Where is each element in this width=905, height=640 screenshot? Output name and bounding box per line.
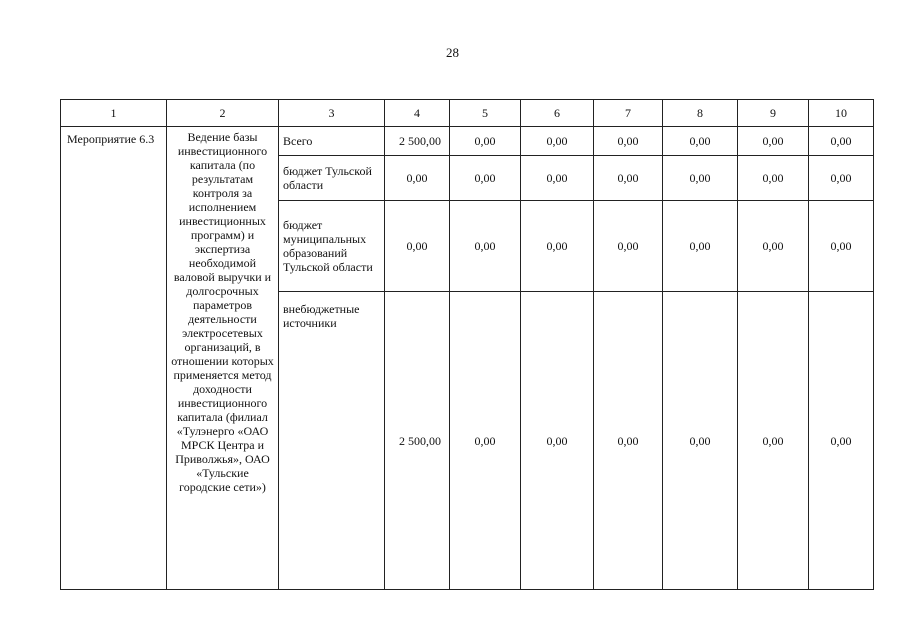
value-cell: 0,00 [594,201,663,292]
value-cell: 0,00 [521,127,594,156]
value-cell: 0,00 [809,292,874,590]
value-cell: 0,00 [663,156,738,201]
value-cell: 2 500,00 [385,127,450,156]
source-cell: Всего [279,127,385,156]
value-cell: 0,00 [663,292,738,590]
header-cell: 3 [279,100,385,127]
page-number: 28 [446,45,459,60]
activity-cell: Мероприятие 6.3 [61,127,167,590]
header-cell: 4 [385,100,450,127]
value-cell: 0,00 [738,127,809,156]
header-cell: 10 [809,100,874,127]
header-cell: 5 [450,100,521,127]
header-cell: 9 [738,100,809,127]
value-cell: 0,00 [521,201,594,292]
header-cell: 6 [521,100,594,127]
value-cell: 0,00 [385,156,450,201]
budget-table [60,99,874,590]
description-cell: Ведение базы инвестиционного капитала (по результатам контроля за исполнением инвестиционных программ) и экспертиза необходимой валовой выручки и долгосрочных параметров деятельности электросетевых организаций, в отношении которых применяется метод доходности инвестиционного капитала (филиал «Тулэнерго «ОАО МРСК Центра и Приволжья», ОАО «Тульские городские сети») [167,127,279,590]
table-row [61,127,874,156]
source-cell: внебюджетные источники [279,292,385,590]
value-cell: 0,00 [663,127,738,156]
value-cell: 0,00 [385,201,450,292]
table-header-row [61,100,874,127]
value-cell: 0,00 [594,127,663,156]
value-cell: 0,00 [594,156,663,201]
value-cell: 0,00 [594,292,663,590]
value-cell: 0,00 [450,156,521,201]
value-cell: 0,00 [450,292,521,590]
value-cell: 0,00 [809,127,874,156]
header-cell: 1 [61,100,167,127]
value-cell: 0,00 [450,127,521,156]
value-cell: 0,00 [738,156,809,201]
value-cell: 0,00 [521,292,594,590]
value-cell: 0,00 [809,201,874,292]
value-cell: 2 500,00 [385,292,450,590]
value-cell: 0,00 [738,201,809,292]
header-cell: 2 [167,100,279,127]
value-cell: 0,00 [450,201,521,292]
source-cell: бюджет муниципальных образований Тульской области [279,201,385,292]
value-cell: 0,00 [663,201,738,292]
value-cell: 0,00 [521,156,594,201]
value-cell: 0,00 [809,156,874,201]
header-cell: 8 [663,100,738,127]
value-cell: 0,00 [738,292,809,590]
header-cell: 7 [594,100,663,127]
source-cell: бюджет Тульской области [279,156,385,201]
